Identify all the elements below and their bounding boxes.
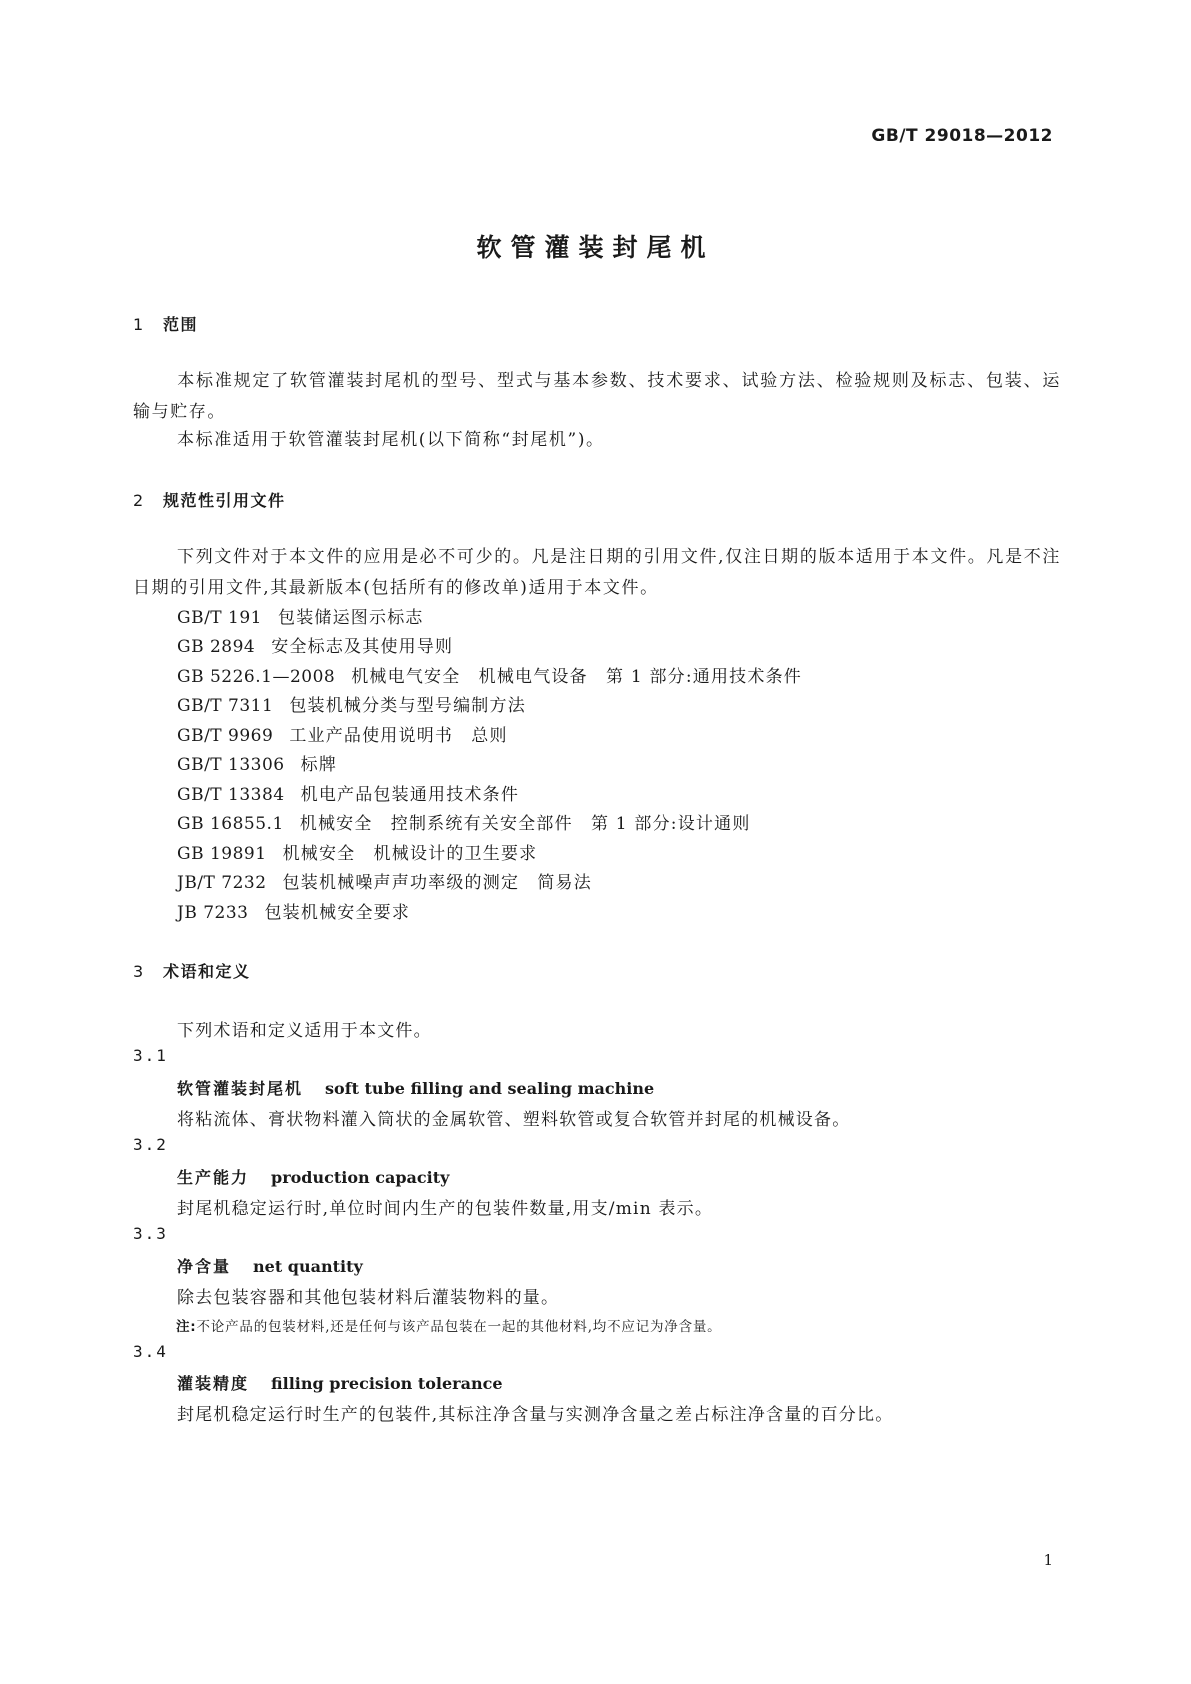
term-zh: 净含量: [177, 1257, 232, 1276]
section-number: 3: [133, 962, 145, 981]
term-zh: 软管灌装封尾机: [177, 1079, 304, 1098]
section-heading-normative-references: [133, 488, 286, 511]
reference-title: 包装储运图示标志: [278, 608, 424, 628]
reference-item: [177, 839, 537, 864]
section-heading-terms-definitions: [133, 959, 251, 982]
section-title: 范围: [163, 315, 199, 334]
document-title: 软管灌装封尾机: [476, 233, 715, 262]
term-zh: 灌装精度: [177, 1374, 250, 1393]
section-number: 2: [133, 491, 145, 510]
page-number: 1: [1043, 1551, 1053, 1569]
term-definition: 将粘流体、膏状物料灌入筒状的金属软管、塑料软管或复合软管并封尾的机械设备。: [177, 1110, 851, 1130]
standard-number: GB/T 29018—2012: [871, 126, 1053, 146]
note-label: 注:: [176, 1319, 197, 1335]
reference-item: [177, 780, 519, 805]
reference-title: 机械电气安全 机械电气设备 第 1 部分:通用技术条件: [351, 667, 802, 687]
reference-code: JB 7233: [177, 903, 249, 923]
term-heading: [177, 1165, 449, 1188]
reference-title: 包装机械安全要求: [264, 903, 411, 923]
scope-paragraph-2: [133, 425, 1061, 456]
reference-item: [177, 868, 592, 893]
note-text: 不论产品的包装材料,还是任何与该产品包装在一起的其他材料,均不应记为净含量。: [196, 1319, 722, 1335]
term-en: soft tube filling and sealing machine: [325, 1079, 655, 1098]
paragraph-text: 本标准规定了软管灌装封尾机的型号、型式与基本参数、技术要求、试验方法、检验规则及标志、包装、运输与贮存。: [133, 371, 1061, 422]
clause-number: 3.2: [133, 1135, 168, 1154]
reference-title: 机械安全 控制系统有关安全部件 第 1 部分:设计通则: [299, 814, 751, 834]
references-intro: [133, 542, 1061, 604]
paragraph-text: 下列文件对于本文件的应用是必不可少的。凡是注日期的引用文件,仅注日期的版本适用于本文件。凡是不注日期的引用文件,其最新版本(包括所有的修改单)适用于本文件。: [133, 547, 1061, 598]
term-heading: [177, 1254, 363, 1277]
paragraph-text: 本标准适用于软管灌装封尾机(以下简称“封尾机”)。: [177, 430, 605, 450]
clause-number: 3.4: [133, 1342, 168, 1361]
reference-code: GB/T 9969: [177, 726, 274, 746]
reference-code: GB 16855.1: [177, 814, 284, 834]
reference-code: GB/T 7311: [177, 696, 274, 716]
reference-code: JB/T 7232: [177, 873, 267, 893]
reference-code: GB/T 13306: [177, 755, 285, 775]
reference-title: 工业产品使用说明书 总则: [289, 726, 508, 746]
reference-item: [177, 750, 337, 775]
reference-title: 包装机械噪声声功率级的测定 简易法: [282, 873, 592, 893]
term-zh: 生产能力: [177, 1168, 250, 1187]
section-heading-scope: [133, 312, 198, 335]
reference-code: GB 2894: [177, 637, 256, 657]
reference-code: GB 5226.1—2008: [177, 667, 336, 687]
reference-item: [177, 632, 453, 657]
section-title: 术语和定义: [163, 962, 251, 981]
term-en: production capacity: [271, 1168, 450, 1187]
reference-title: 包装机械分类与型号编制方法: [289, 696, 526, 716]
reference-item: [177, 662, 802, 687]
section-title: 规范性引用文件: [163, 491, 286, 510]
term-en: filling precision tolerance: [271, 1374, 503, 1393]
reference-title: 机械安全 机械设计的卫生要求: [282, 844, 538, 864]
reference-item: [177, 721, 508, 746]
reference-item: [177, 603, 424, 628]
term-definition: 除去包装容器和其他包装材料后灌装物料的量。: [177, 1288, 560, 1308]
scope-paragraph-1: [133, 366, 1061, 428]
reference-title: 机电产品包装通用技术条件: [300, 785, 520, 805]
reference-title: 安全标志及其使用导则: [271, 637, 454, 657]
term-definition: 封尾机稳定运行时,单位时间内生产的包装件数量,用支/min 表示。: [177, 1199, 714, 1219]
terms-intro: 下列术语和定义适用于本文件。: [177, 1021, 432, 1041]
reference-item: [177, 898, 410, 923]
section-number: 1: [133, 315, 145, 334]
reference-item: [177, 809, 751, 834]
term-definition: 封尾机稳定运行时生产的包装件,其标注净含量与实测净含量之差占标注净含量的百分比。: [177, 1405, 894, 1425]
term-note: [176, 1315, 721, 1335]
clause-number: 3.3: [133, 1224, 168, 1243]
term-heading: [177, 1371, 503, 1394]
term-en: net quantity: [253, 1257, 363, 1276]
reference-code: GB/T 13384: [177, 785, 285, 805]
term-heading: [177, 1076, 654, 1099]
reference-item: [177, 691, 526, 716]
reference-code: GB 19891: [177, 844, 267, 864]
clause-number: 3.1: [133, 1046, 168, 1065]
reference-title: 标牌: [300, 755, 338, 775]
reference-code: GB/T 191: [177, 608, 262, 628]
